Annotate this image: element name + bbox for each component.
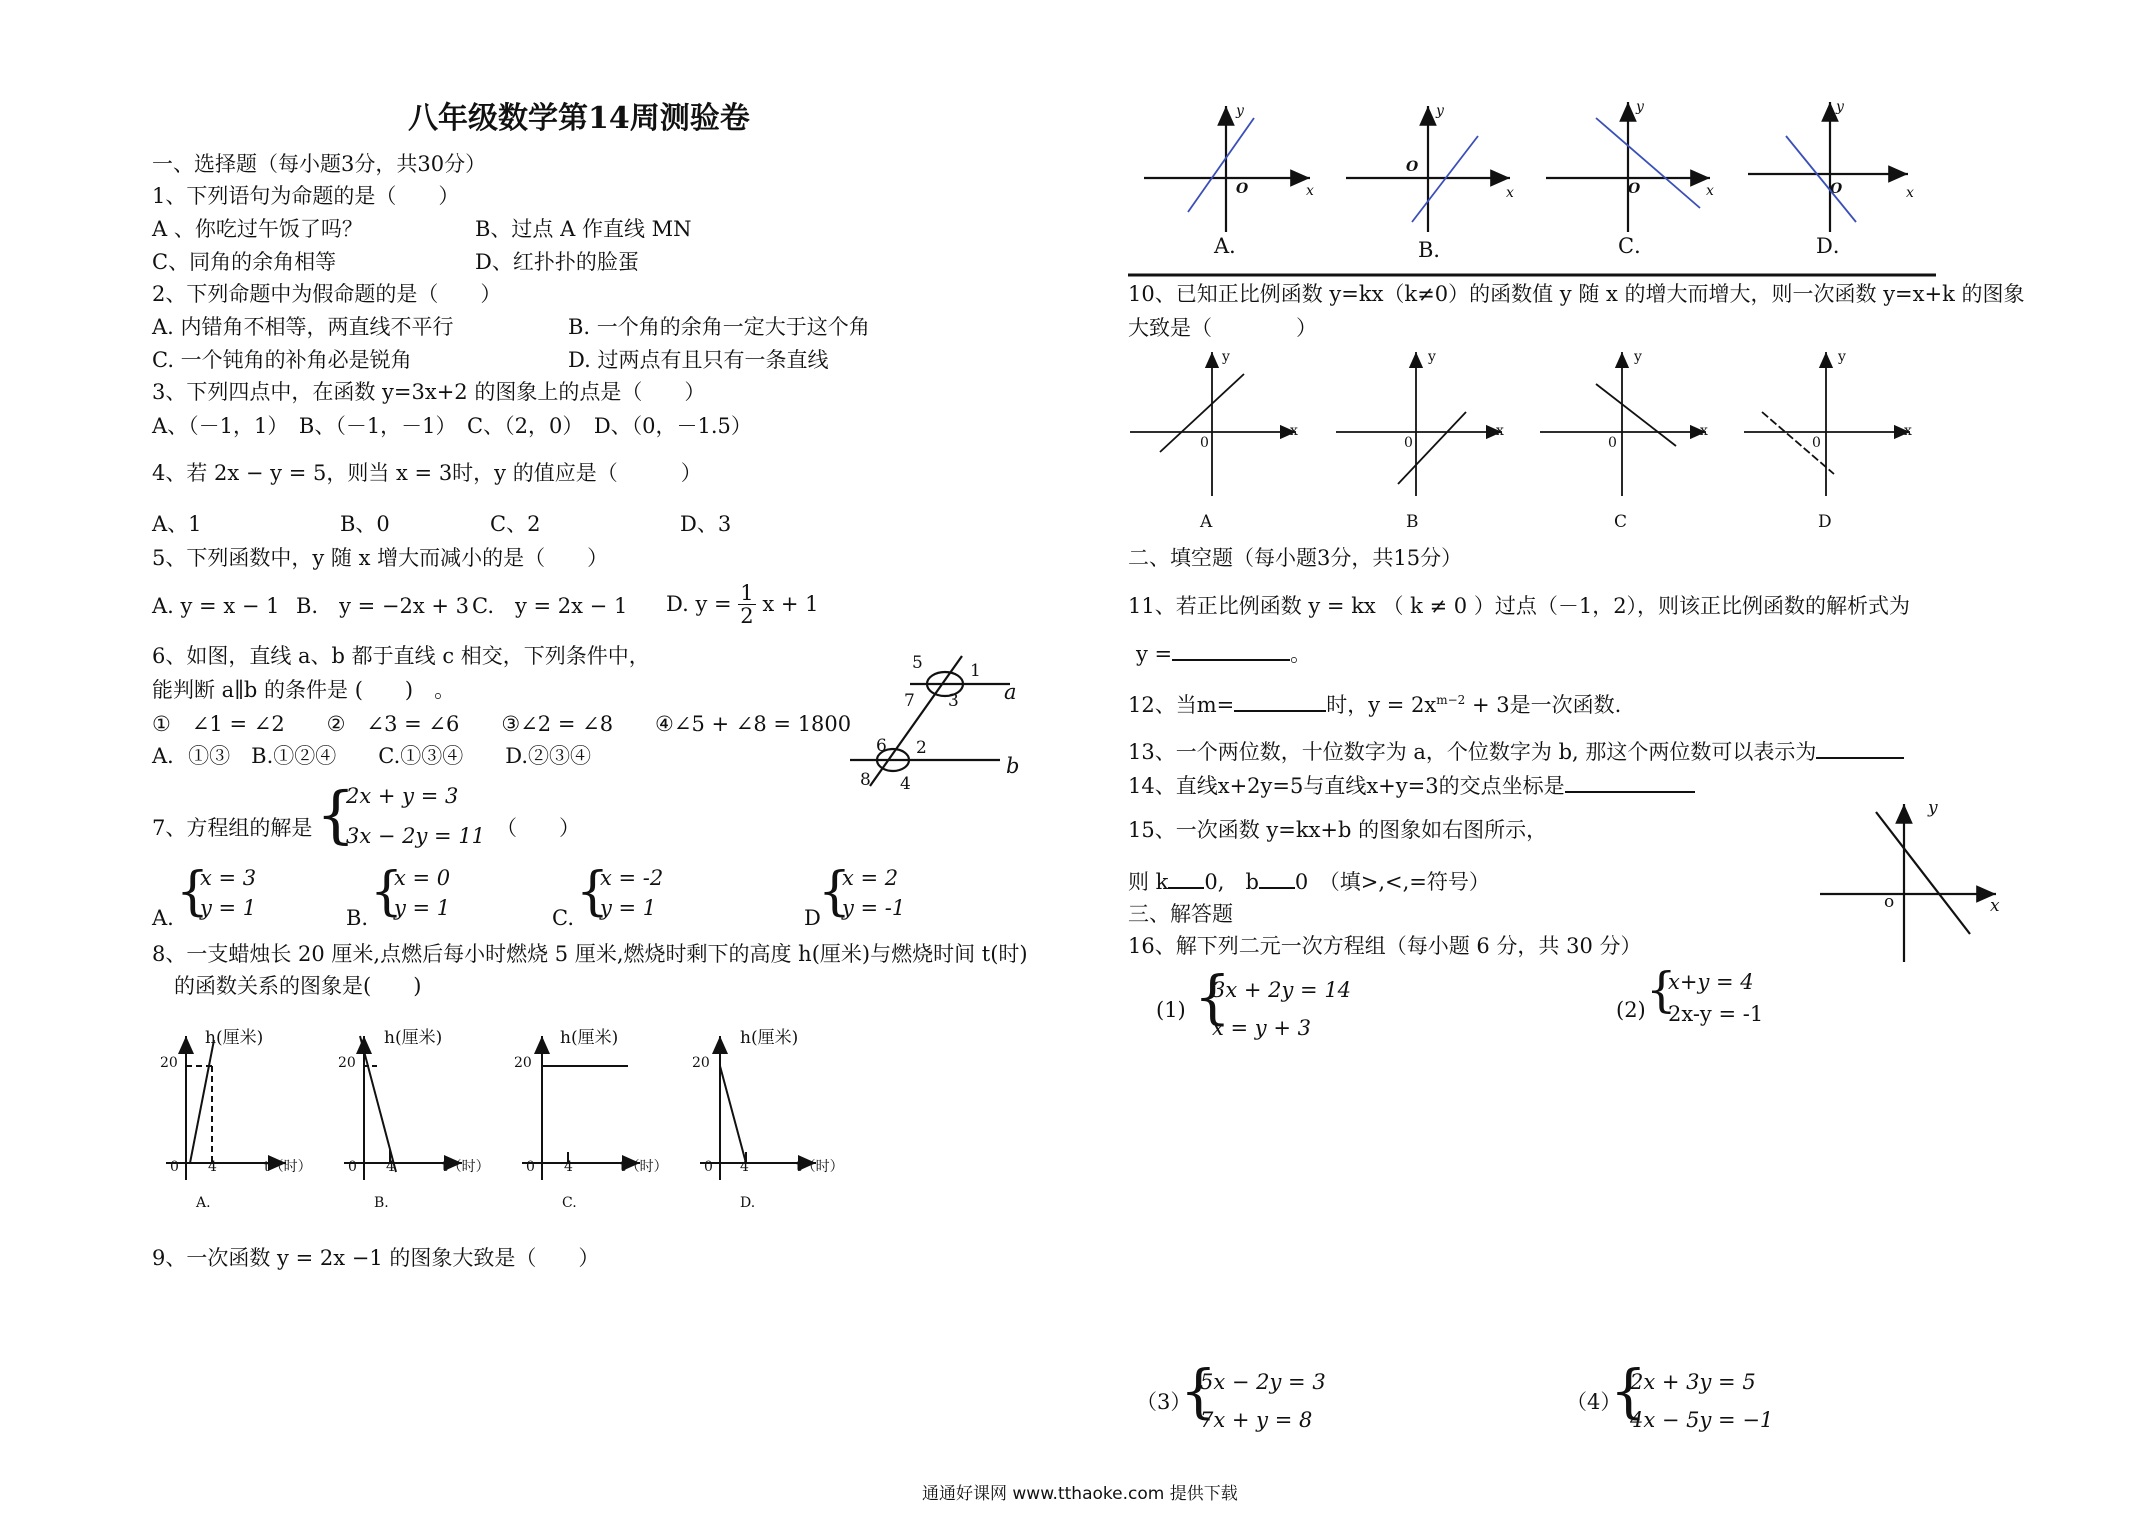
fig-label-5: 5 — [912, 653, 923, 673]
q2-option-b: B. 一个角的余角一定大于这个角 — [568, 315, 870, 339]
q10-graph-b — [1336, 352, 1502, 496]
q10-stem-2: 大致是（ ） — [1128, 316, 1317, 340]
q11-stem: 11、若正比例函数 y = kx （ k ≠ 0 ）过点（－1，2），则该正比例函数的解析式为 — [1128, 594, 1911, 618]
q8-label-d: D. — [740, 1195, 756, 1211]
q16-stem: 16、解下列二元一次方程组（每小题 6 分，共 30 分） — [1128, 934, 1642, 958]
fig-label-8: 8 — [860, 770, 871, 790]
q12: 12、当m= 时，$y = 2x^{m-2} + 3$是一次函数. — [1128, 693, 1622, 717]
q3-stem: 3、下列四点中，在函数 y=3x+2 的图象上的点是（ ） — [152, 380, 706, 404]
q9-label-c: C． — [1618, 234, 1656, 258]
q8-graph-c — [522, 1036, 640, 1180]
section-fill: 二、填空题（每小题3分，共15分） — [1128, 546, 1463, 570]
q1-option-a: A 、你吃过午饭了吗？ — [152, 217, 363, 241]
q10-label-c: C — [1614, 512, 1628, 532]
q11-answer: y = 。 — [1136, 642, 1312, 666]
q6-stem-2: 能判断 a∥b 的条件是 ( ) 。 — [152, 678, 456, 702]
q1-option-b: B、过点 A 作直线 MN — [475, 217, 692, 241]
q2-option-d: D. 过两点有且只有一条直线 — [568, 348, 829, 372]
q15-graph-lines — [1820, 804, 1996, 962]
q9-graph-b — [1346, 106, 1510, 232]
q7-stem: 7、方程组的解是 — [152, 816, 313, 840]
q9-label-a: A． — [1214, 234, 1251, 258]
q9-graph-c — [1546, 102, 1710, 232]
q10-label-b: B — [1406, 512, 1419, 532]
q5-option-b: B. y = −2x + 3 — [296, 594, 470, 618]
section-solve: 三、解答题 — [1128, 902, 1233, 926]
q5-option-c: C. y = 2x − 1 — [472, 594, 628, 618]
fig-label-4: 4 — [900, 774, 911, 794]
fig-label-6: 6 — [876, 736, 887, 756]
fig-label-3: 3 — [948, 691, 959, 711]
q5-option-d: D. y = $\frac{1}{2}$ x + 1 — [666, 581, 819, 629]
fig-label-7: 7 — [904, 691, 915, 711]
q10-graph-c — [1540, 352, 1706, 496]
page-title: 八年级数学第14周测验卷 — [408, 101, 750, 136]
q6-parallel-lines — [850, 653, 1010, 786]
q4-option-c: C、2 — [490, 512, 541, 536]
line-c — [870, 653, 962, 786]
q4-option-a: A、1 — [152, 512, 202, 536]
q10-graph-d — [1744, 352, 1910, 496]
q2-stem: 2、下列命题中为假命题的是（ ） — [152, 282, 502, 306]
fig-label-b: b — [1006, 754, 1020, 778]
q8-label-b: B. — [374, 1195, 389, 1211]
q8-label-a: A. — [196, 1195, 211, 1211]
q8-graph-a — [166, 1036, 286, 1180]
q6-stem-1: 6、如图，直线 a、b 都于直线 c 相交，下列条件中， — [152, 644, 650, 668]
q6-options: A．①③ B.①②④ C.①③④ D.②③④ — [152, 744, 592, 768]
q9-graph-a — [1144, 106, 1310, 232]
q7-brace: { — [316, 778, 356, 851]
section-choice: 一、选择题（每小题3分，共30分） — [152, 152, 487, 176]
q10-graph-a — [1130, 352, 1296, 496]
q8-graph-b — [344, 1036, 462, 1180]
q7-eq1: 2x + y = 3 — [346, 784, 459, 808]
q1-stem: 1、下列语句为命题的是（ ） — [152, 184, 460, 208]
q9-graph-d — [1748, 102, 1908, 232]
q10-stem-1: 10、已知正比例函数 y=kx（k≠0）的函数值 y 随 x 的增大而增大，则一次函数 y=x+k 的图象 — [1128, 282, 2025, 306]
q9-stem: 9、一次函数 y = 2x −1 的图象大致是（ ） — [152, 1246, 600, 1270]
fig-label-a: a — [1004, 680, 1017, 704]
q2-option-c: C. 一个钝角的补角必是锐角 — [152, 348, 412, 372]
q8-label-c: C. — [562, 1195, 577, 1211]
q6-conditions: ① ∠1 = ∠2 ② ∠3 = ∠6 ③∠2 = ∠8 ④∠5 + ∠8 = 1800 — [152, 712, 852, 736]
q3-options: A、（－1，1） B、（－1，－1） C、（2，0） D、（0，－1.5） — [152, 414, 752, 438]
q15-stem: 15、一次函数 y=kx+b 的图象如右图所示， — [1128, 818, 1548, 842]
q10-label-a: A — [1200, 512, 1213, 532]
q2-option-a: A. 内错角不相等，两直线不平行 — [152, 315, 454, 339]
q13: 13、一个两位数，十位数字为 a，个位数字为 b, 那这个两位数可以表示为 — [1128, 742, 1904, 763]
q4-stem: 4、若 2x − y = 5，则当 x = 3时，y 的值应是（ ） — [152, 461, 702, 485]
q15-line2: 则 k 0, b 0 （填>,<,=符号） — [1128, 870, 1490, 894]
q5-stem: 5、下列函数中，y 随 x 增大而减小的是（ ） — [152, 546, 609, 570]
q7-paren: （ ） — [496, 816, 580, 840]
q7-eq2: 3x − 2y = 11 — [346, 824, 486, 848]
q1-option-c: C、同角的余角相等 — [152, 250, 337, 274]
q14: 14、直线x+2y=5与直线x+y=3的交点坐标是 — [1128, 776, 1695, 797]
q4-option-d: D、3 — [680, 512, 732, 536]
q1-option-d: D、红扑扑的脸蛋 — [475, 250, 639, 274]
q5-option-a: A. y = x − 1 — [152, 594, 280, 618]
q8-graph-d — [700, 1036, 816, 1180]
fraction-one-half: $\frac{1}{2}$ — [740, 581, 754, 629]
q4-option-b: B、0 — [340, 512, 390, 536]
q9-label-d: D． — [1816, 234, 1854, 258]
fig-label-2: 2 — [916, 738, 927, 758]
q8-stem-2: 的函数关系的图象是( ) — [174, 974, 422, 998]
q8-stem-1: 8、一支蜡烛长 20 厘米,点燃后每小时燃烧 5 厘米,燃烧时剩下的高度 h(厘米)与燃烧时间 t(时) — [152, 942, 1028, 966]
fig-label-1: 1 — [970, 661, 981, 681]
q9-label-b: B． — [1418, 238, 1455, 262]
q10-label-d: D — [1818, 512, 1832, 532]
footer-credit: 通通好课网 www.tthaoke.com 提供下载 — [922, 1484, 1238, 1504]
